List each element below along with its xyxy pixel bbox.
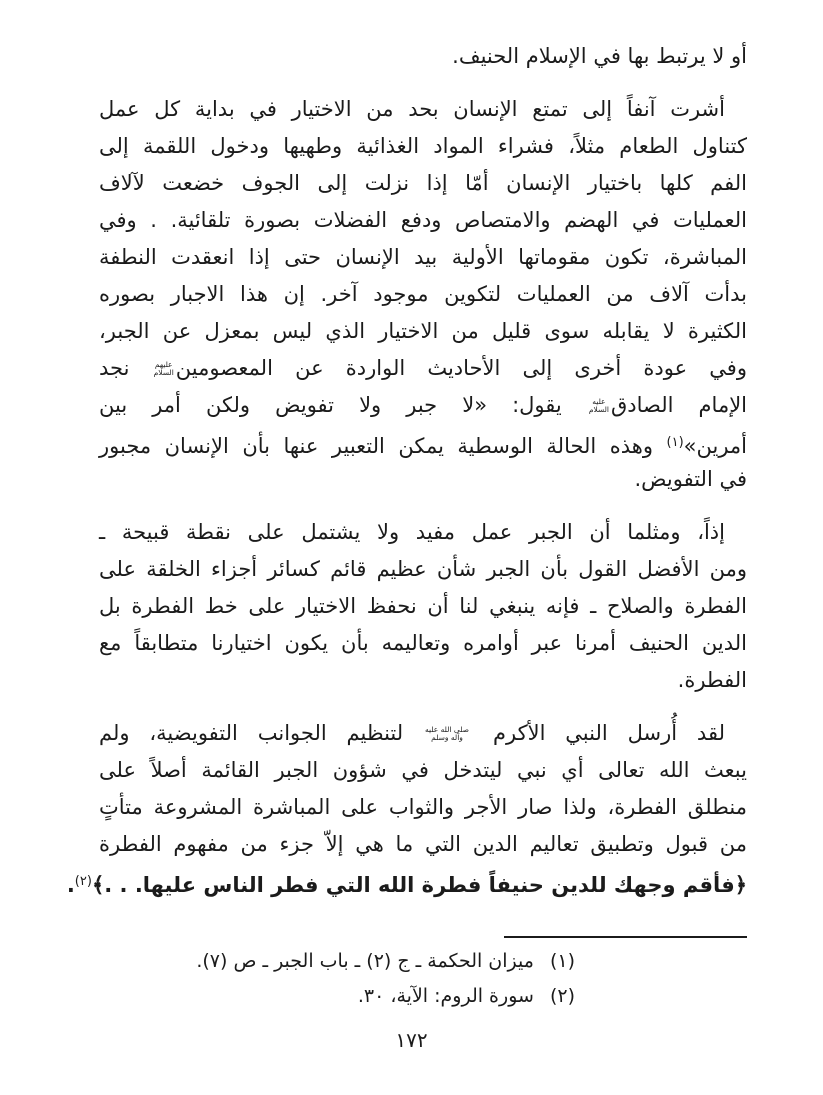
text-line: [99, 165, 747, 202]
text-run: لتنظيم الجوانب التفويضية، ولم: [99, 721, 424, 745]
text-run: الإمام الصادق: [611, 393, 748, 417]
text-line: [99, 826, 747, 863]
text-run: الفطرة والصلاح ـ فإنه ينبغي لنا أن نحفظ الاختيار على خط الفطرة بل: [99, 594, 747, 618]
text-line: [99, 461, 747, 498]
footnote-text: ميزان الحكمة ـ ج (٢) ـ باب الجبر ـ ص (٧).: [196, 950, 534, 972]
footnote-separator: [504, 936, 747, 938]
text-line: [99, 202, 747, 239]
text-line: [99, 789, 747, 826]
quran-verse: ﴿فأقم وجهك للدين حنيفاً فطرة الله التي فطر الناس عليها. . .﴾: [91, 873, 747, 897]
text-run: إذاً، ومثلما أن الجبر عمل مفيد ولا يشتمل على نقطة قبيحة ـ: [99, 520, 725, 544]
text-line: [99, 350, 747, 387]
text-block: [66, 38, 748, 900]
text-line: [99, 752, 747, 789]
text-line: [99, 715, 747, 752]
honorific-row: عليهم: [154, 360, 173, 369]
text-line: [99, 424, 747, 461]
honorific-mark: [154, 356, 174, 382]
text-line: [99, 239, 747, 276]
page-number: ١٧٢: [395, 1028, 428, 1052]
text-line: [99, 128, 747, 165]
text-line: [99, 662, 747, 699]
text-run: الفطرة.: [677, 668, 747, 692]
footnote-marker: (١): [549, 950, 575, 972]
text-line: [99, 38, 747, 75]
footnote: [99, 944, 747, 979]
honorific-row: صلى الله عليه: [425, 725, 470, 734]
text-run: من قبول وتطبيق تعاليم الدين التي ما هي إلاّ جزء من مفهوم الفطرة: [99, 832, 747, 856]
text-line: [99, 276, 747, 313]
text-line: [66, 863, 747, 900]
text-run: بدأت آلاف من العمليات لتكوين موجود آخر. إن هذا الاجبار بصوره: [99, 282, 747, 306]
footnote-text: سورة الروم: الآية، ٣٠.: [357, 985, 534, 1007]
text-run: الكثيرة لا يقابله سوى قليل من الاختيار الذي ليس بمعزل عن الجبر،: [99, 319, 747, 343]
text-run: لقد أُرسل النبي الأكرم: [493, 721, 725, 745]
text-run: أشرت آنفاً إلى تمتع الإنسان بحد من الاختيار في بداية كل عمل: [99, 97, 725, 121]
text-line: [99, 625, 747, 662]
text-line: [99, 588, 747, 625]
text-run: وهذه الحالة الوسطية يمكن التعبير عنها بأن الإنسان مجبور: [99, 434, 667, 458]
text-line: [99, 91, 747, 128]
honorific-mark: [425, 721, 491, 747]
text-run: الدين الحنيف أمرنا عبر أوامره وتعاليمه بأن يكون اختيارنا متطابقاً مع: [99, 631, 747, 655]
text-run: منطلق الفطرة، ولذا صار الأجر والثواب على المباشرة المشروعة متأتٍ: [99, 795, 747, 819]
honorific-row: السلام: [153, 368, 174, 377]
text-run: يبعث الله تعالى أي نبي ليتدخل في شؤون الجبر القائمة أصلاً على: [99, 758, 747, 782]
text-run: كتناول الطعام مثلاً، فشراء المواد الغذائية وطهيها ودخول اللقمة إلى: [99, 134, 747, 158]
text-line: [99, 313, 747, 350]
text-run: أو لا يرتبط بها في الإسلام الحنيف.: [452, 44, 747, 68]
text-line: [99, 551, 747, 588]
text-run: يقول: «لا جبر ولا تفويض ولكن أمر بين: [99, 393, 587, 417]
text-run: أمرين»: [683, 434, 747, 458]
text-run: نجد: [99, 356, 152, 380]
footnote-ref: (٢): [74, 874, 92, 889]
honorific-row: عليه: [592, 397, 606, 406]
footnote-marker: (٢): [549, 985, 575, 1007]
honorific-row: وآله وسلم: [431, 733, 463, 742]
footnote-ref: (١): [666, 435, 684, 450]
honorific-row: السلام: [588, 405, 609, 414]
text-run: في التفويض.: [634, 467, 747, 491]
text-run: .: [66, 873, 75, 897]
text-line: [99, 387, 747, 424]
text-run: ومن الأفضل القول بأن الجبر شأن عظيم قائم كسائر أجزاء الخلقة على: [99, 557, 747, 581]
text-run: المباشرة، تكون مقوماتها الأولية بيد الإنسان حتى إذا انعقدت النطفة: [99, 245, 747, 269]
honorific-mark: [589, 393, 609, 419]
text-run: وفي عودة أخرى إلى الأحاديث الواردة عن المعصومين: [175, 356, 747, 380]
footnotes-section: [99, 944, 747, 1014]
text-run: الفم كلها باختيار الإنسان أمّا إذا نزلت إلى الجوف خضعت لآلاف: [99, 171, 747, 195]
text-line: [99, 514, 747, 551]
footnote: [99, 979, 747, 1014]
text-run: العمليات في الهضم والامتصاص ودفع الفضلات بصورة تلقائية. . وفي: [99, 208, 747, 232]
